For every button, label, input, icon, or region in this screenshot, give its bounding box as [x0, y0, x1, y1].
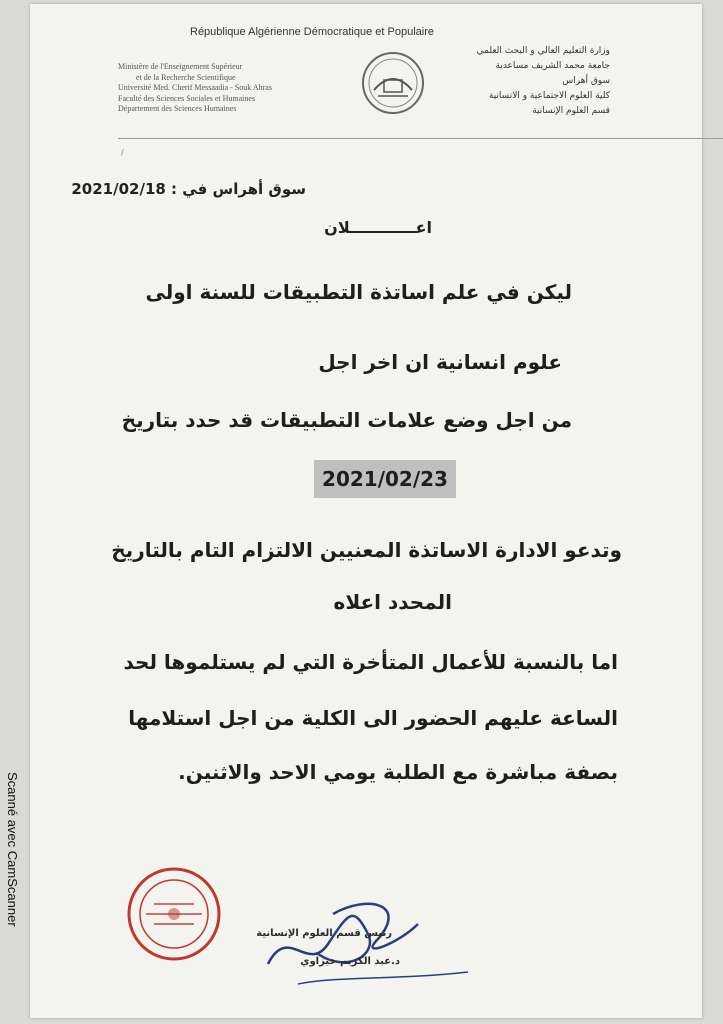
ar-line: قسم العلوم الإنسانية: [532, 106, 610, 116]
body-line: وتدعو الادارة الاساتذة المعنيين الالتزام التام بالتاريخ: [111, 538, 622, 562]
document-page: [30, 4, 702, 1018]
fr-line: et de la Recherche Scientifique: [136, 72, 236, 82]
department-stamp-icon: [126, 866, 222, 962]
header-divider: [118, 138, 723, 139]
chair-name: د.عبد الكريم خيزاوي: [300, 956, 400, 967]
body-line: اما بالنسبة للأعمال المتأخرة التي لم يستلموها لحد: [123, 650, 618, 674]
ar-line: وزارة التعليم العالي و البحث العلمي: [476, 46, 610, 56]
arabic-letterhead: [477, 44, 610, 119]
deadline-date: 2021/02/23: [322, 467, 448, 491]
university-logo-icon: [360, 50, 426, 116]
body-line: ليكن في علم اساتذة التطبيقات للسنة اولى: [145, 280, 572, 304]
scanner-watermark: Scanné avec CamScanner: [5, 772, 20, 927]
body-line: المحدد اعلاه: [333, 590, 452, 614]
deadline-highlight: [314, 460, 456, 498]
body-line: بصفة مباشرة مع الطلبة يومي الاحد والاثنين.: [178, 760, 618, 784]
ar-line: كلية العلوم الاجتماعية و الانسانية: [488, 91, 610, 101]
fr-line: Département des Sciences Humaines: [118, 104, 237, 113]
ar-line: سوق أهراس: [562, 76, 610, 86]
signature-icon: [258, 884, 488, 994]
fr-line: Faculté des Sciences Sociales et Humaines: [118, 93, 256, 103]
fr-line: Université Med. Cherif Messaadia - Souk Ahras: [118, 83, 272, 92]
republic-heading: République Algérienne Démocratique et Populaire: [190, 26, 434, 38]
body-line: علوم انسانية ان اخر اجل: [318, 350, 562, 374]
french-letterhead: [118, 62, 272, 115]
announcement-title: اعــــــــــــلان: [324, 218, 432, 237]
announcement-date: سوق أهراس في : 2021/02/18: [71, 180, 306, 198]
body-line: من اجل وضع علامات التطبيقات قد حدد بتاريخ: [121, 408, 572, 432]
body-line: الساعة عليهم الحضور الى الكلية من اجل استلامها: [128, 706, 618, 730]
chair-title: رئيس قسم العلوم الإنسانية: [256, 928, 392, 939]
margin-mark: /: [121, 148, 124, 157]
fr-line: Ministère de l'Enseignement Supérieur: [118, 62, 243, 71]
ar-line: جامعة محمد الشريف مساعدية: [495, 61, 610, 71]
